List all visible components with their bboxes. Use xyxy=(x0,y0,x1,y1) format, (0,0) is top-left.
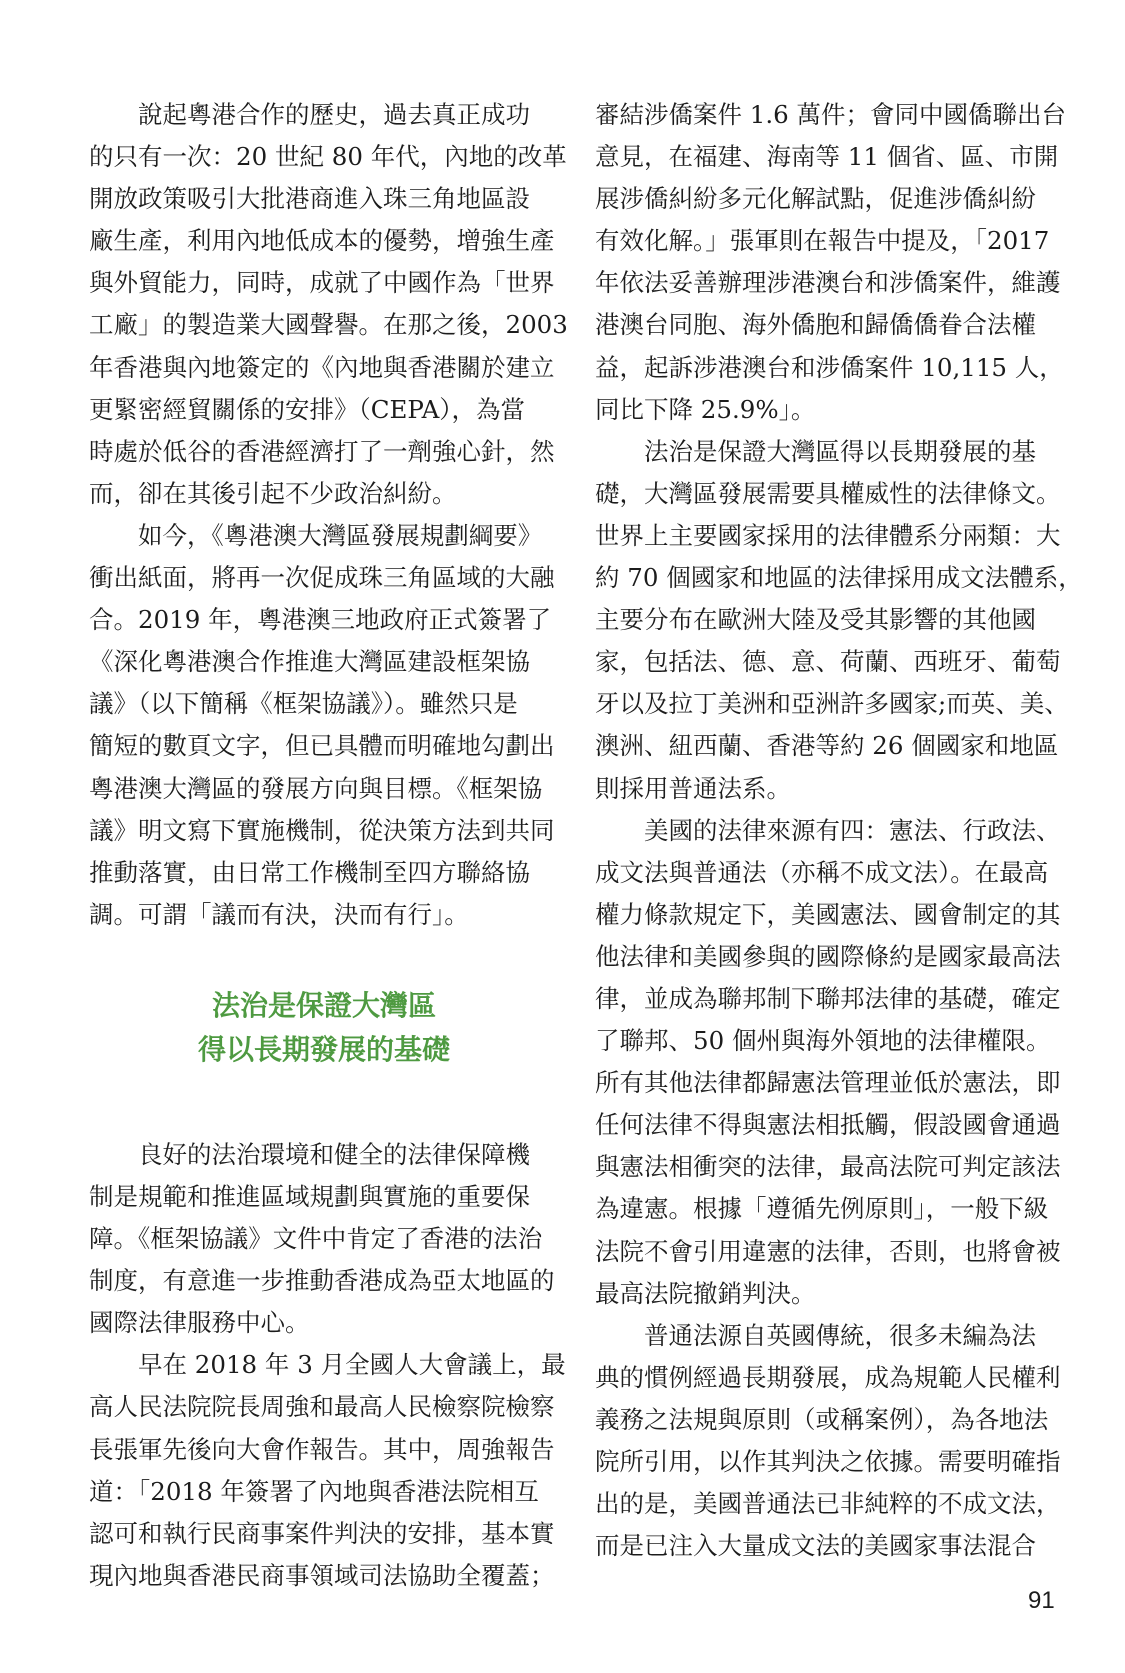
text-line: 了聯邦、50 個州與海外領地的法律權限。 xyxy=(595,1026,1051,1056)
text-line: 良好的法治環境和健全的法律保障機 xyxy=(89,1139,530,1169)
text-line: 而，卻在其後引起不少政治糾紛。 xyxy=(89,478,457,508)
text-line: 說起粵港合作的歷史，過去真正成功 xyxy=(89,100,530,129)
text-line: 制是規範和推進區域規劃與實施的重要保 xyxy=(89,1181,530,1211)
text-line: 障。《框架協議》文件中肯定了香港的法治 xyxy=(89,1224,543,1254)
text-line: 美國的法律來源有四：憲法、行政法、 xyxy=(595,815,1061,845)
text-line: 院所引用，以作其判決之依據。需要明確指 xyxy=(595,1447,1061,1476)
text-line: 時處於低谷的香港經濟打了一劑強心針，然 xyxy=(89,436,555,466)
paragraph-common-law xyxy=(595,1315,1065,1568)
section-heading-line: 法治是保證大灣區 xyxy=(211,988,436,1022)
section-heading xyxy=(89,984,559,1072)
text-line: 廠生產，利用內地低成本的優勢，增強生產 xyxy=(89,226,555,256)
paragraph-rule-of-law xyxy=(89,1134,559,1344)
text-line: 國際法律服務中心。 xyxy=(89,1308,310,1338)
paragraph-framework-agreement xyxy=(89,515,559,936)
text-line: 而是已注入大量成文法的美國家事法混合 xyxy=(595,1531,1036,1561)
text-line: 澳洲、紐西蘭、香港等約 26 個國家和地區 xyxy=(595,731,1059,761)
text-line: 同比下降 25.9%」。 xyxy=(595,394,816,424)
text-line: 則採用普通法系。 xyxy=(595,773,791,803)
text-line: 普通法源自英國傳統，很多未編為法 xyxy=(595,1320,1036,1350)
text-line: 有效化解。」張軍則在報告中提及，「2017 xyxy=(595,226,1050,256)
text-line: 與憲法相衝突的法律，最高法院可判定該法 xyxy=(595,1152,1061,1182)
text-line: 律，並成為聯邦制下聯邦法律的基礎，確定 xyxy=(595,983,1061,1013)
text-line: 家，包括法、德、意、荷蘭、西班牙、葡萄 xyxy=(595,647,1061,677)
section-heading-line: 得以長期發展的基礎 xyxy=(197,1032,450,1066)
paragraph-cooperation-history xyxy=(89,94,568,515)
text-line: 推動落實，由日常工作機制至四方聯絡協 xyxy=(89,857,530,887)
text-line: 年香港與內地簽定的《內地與香港關於建立 xyxy=(89,352,555,382)
text-line: 年依法妥善辦理涉港澳台和涉僑案件，維護 xyxy=(595,268,1061,298)
text-line: 認可和執行民商事案件判決的安排，基本實 xyxy=(89,1518,555,1548)
text-line: 他法律和美國參與的國際條約是國家最高法 xyxy=(595,941,1061,971)
text-line: 現內地與香港民商事領域司法協助全覆蓋； xyxy=(89,1560,555,1590)
paragraph-report-continued xyxy=(595,94,1065,431)
text-line: 如今，《粵港澳大灣區發展規劃綱要》 xyxy=(89,520,543,550)
text-line: 長張軍先後向大會作報告。其中，周強報告 xyxy=(89,1434,555,1464)
text-line: 粵港澳大灣區的發展方向與目標。《框架協 xyxy=(89,773,543,803)
left-column xyxy=(89,94,568,1597)
text-line: 為違憲。根據「遵循先例原則」，一般下級 xyxy=(595,1194,1049,1224)
text-line: 更緊密經貿關係的安排》（CEPA），為當 xyxy=(89,394,526,424)
paragraph-npc-report xyxy=(89,1344,566,1597)
text-line: 義務之法規與原則（或稱案例），為各地法 xyxy=(595,1404,1049,1434)
text-line: 法治是保證大灣區得以長期發展的基 xyxy=(595,436,1036,466)
text-line: 高人民法院院長周強和最高人民檢察院檢察 xyxy=(89,1392,555,1422)
text-line: 權力條款規定下，美國憲法、國會制定的其 xyxy=(595,899,1061,929)
page-number: 91 xyxy=(1028,1587,1055,1614)
text-line: 衝出紙面，將再一次促成珠三角區域的大融 xyxy=(89,563,555,593)
text-line: 議》明文寫下實施機制，從決策方法到共同 xyxy=(89,815,555,845)
text-line: 最高法院撤銷判決。 xyxy=(595,1278,816,1308)
text-line: 益，起訴涉港澳台和涉僑案件 10,115 人， xyxy=(595,352,1064,382)
text-line: 牙以及拉丁美洲和亞洲許多國家;而英、美、 xyxy=(595,689,1069,719)
text-line: 任何法律不得與憲法相抵觸，假設國會通過 xyxy=(595,1110,1061,1140)
text-line: 礎，大灣區發展需要具權威性的法律條文。 xyxy=(595,478,1061,508)
text-line: 簡短的數頁文字，但已具體而明確地勾劃出 xyxy=(89,731,555,761)
text-line: 主要分布在歐洲大陸及受其影響的其他國 xyxy=(595,605,1036,635)
paragraph-us-law-sources xyxy=(595,810,1065,1315)
text-line: 約 70 個國家和地區的法律採用成文法體系， xyxy=(595,563,1083,593)
text-line: 典的慣例經過長期發展，成為規範人民權利 xyxy=(595,1362,1061,1392)
text-line: 制度，有意進一步推動香港成為亞太地區的 xyxy=(89,1266,555,1296)
text-line: 審結涉僑案件 1.6 萬件；會同中國僑聯出台 xyxy=(595,100,1067,129)
text-line: 道：「2018 年簽署了內地與香港法院相互 xyxy=(89,1476,539,1506)
text-line: 法院不會引用違憲的法律，否則，也將會被 xyxy=(595,1236,1061,1266)
text-line: 議》（以下簡稱《框架協議》）。雖然只是 xyxy=(89,689,518,719)
text-line: 開放政策吸引大批港商進入珠三角地區設 xyxy=(89,184,530,214)
text-line: 港澳台同胞、海外僑胞和歸僑僑眷合法權 xyxy=(595,310,1036,340)
text-line: 工廠」的製造業大國聲譽。在那之後，2003 xyxy=(89,310,568,340)
text-line: 所有其他法律都歸憲法管理並低於憲法，即 xyxy=(595,1068,1061,1098)
text-line: 合。2019 年，粵港澳三地政府正式簽署了 xyxy=(89,605,552,635)
text-line: 與外貿能力，同時，成就了中國作為「世界 xyxy=(89,268,555,298)
text-line: 《深化粵港澳合作推進大灣區建設框架協 xyxy=(89,647,530,677)
paragraph-legal-systems xyxy=(595,431,1083,810)
text-line: 調。可謂「議而有決，決而有行」。 xyxy=(89,899,469,929)
text-line: 出的是，美國普通法已非純粹的不成文法， xyxy=(595,1489,1061,1519)
text-line: 成文法與普通法（亦稱不成文法）。在最高 xyxy=(595,857,1049,887)
text-line: 世界上主要國家採用的法律體系分兩類：大 xyxy=(595,520,1061,550)
text-line: 早在 2018 年 3 月全國人大會議上，最 xyxy=(89,1350,566,1380)
right-column xyxy=(595,94,1083,1567)
text-line: 意見，在福建、海南等 11 個省、區、市開 xyxy=(595,142,1059,172)
text-line: 的只有一次：20 世紀 80 年代，內地的改革 xyxy=(89,142,567,172)
text-line: 展涉僑糾紛多元化解試點，促進涉僑糾紛 xyxy=(595,184,1036,214)
